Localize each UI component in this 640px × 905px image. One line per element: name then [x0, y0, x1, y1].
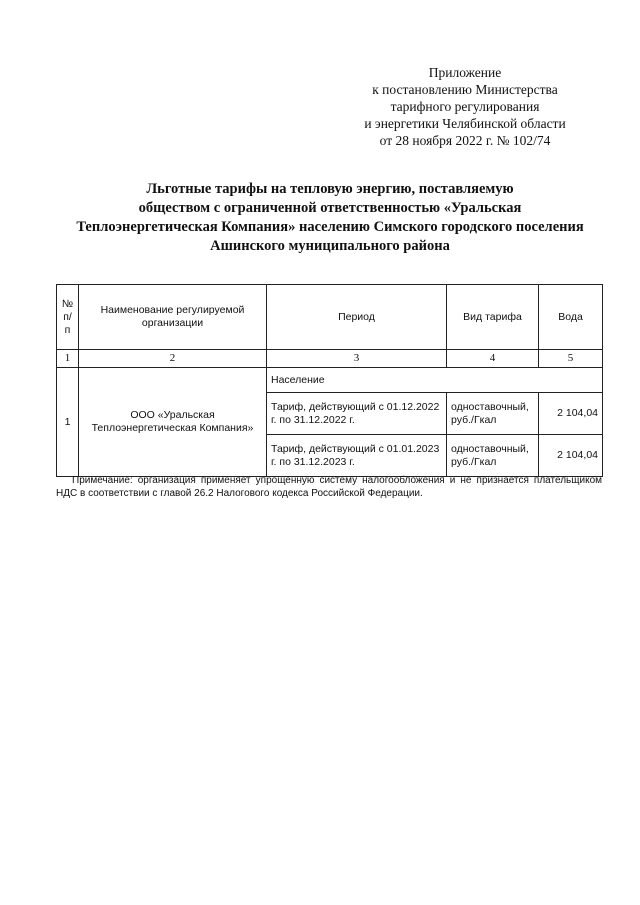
tariff-value-cell: 2 104,04 — [539, 393, 603, 435]
column-number: 4 — [447, 350, 539, 368]
period-cell: Тариф, действующий с 01.12.2022 г. по 31.12.2022 г. — [267, 393, 447, 435]
header-num: № п/п — [57, 285, 79, 350]
title-line: Ашинского муниципального района — [210, 238, 450, 254]
consumer-group: Население — [267, 368, 603, 393]
header-period: Период — [267, 285, 447, 350]
period-cell: Тариф, действующий с 01.01.2023 г. по 31.12.2023 г. — [267, 435, 447, 477]
table-header-row — [57, 285, 603, 350]
title-line: Льготные тарифы на тепловую энергию, поставляемую — [146, 181, 514, 197]
row-org: ООО «Уральская Теплоэнергетическая Компания» — [79, 368, 267, 477]
header-tariff-type: Вид тарифа — [447, 285, 539, 350]
table-row — [57, 368, 603, 393]
header-water: Вода — [539, 285, 603, 350]
appendix-line: и энергетики Челябинской области — [364, 116, 566, 131]
tariff-type-cell: одноставочный, руб./Гкал — [447, 435, 539, 477]
tariff-value-cell: 2 104,04 — [539, 435, 603, 477]
document-title — [40, 180, 620, 256]
appendix-line: тарифного регулирования — [390, 99, 540, 114]
appendix-block — [330, 64, 600, 149]
column-number: 5 — [539, 350, 603, 368]
column-number: 1 — [57, 350, 79, 368]
header-org: Наименование регулируемой организации — [79, 285, 267, 350]
footnote: Примечание: организация применяет упрощенную систему налогообложения и не признается плательщиком НДС в соответствии с главой 26.2 Налогового кодекса Российской Федерации. — [56, 475, 602, 499]
column-number: 2 — [79, 350, 267, 368]
appendix-date-number: от 28 ноября 2022 г. № 102/74 — [379, 133, 551, 148]
column-number: 3 — [267, 350, 447, 368]
title-line: обществом с ограниченной ответственностью «Уральская — [138, 200, 522, 216]
appendix-line: к постановлению Министерства — [372, 82, 558, 97]
tariff-table — [56, 284, 603, 477]
tariff-type-cell: одноставочный, руб./Гкал — [447, 393, 539, 435]
title-line: Теплоэнергетическая Компания» населению Симского городского поселения — [76, 219, 584, 235]
row-num: 1 — [57, 368, 79, 477]
appendix-line: Приложение — [428, 65, 502, 80]
column-number-row — [57, 350, 603, 368]
